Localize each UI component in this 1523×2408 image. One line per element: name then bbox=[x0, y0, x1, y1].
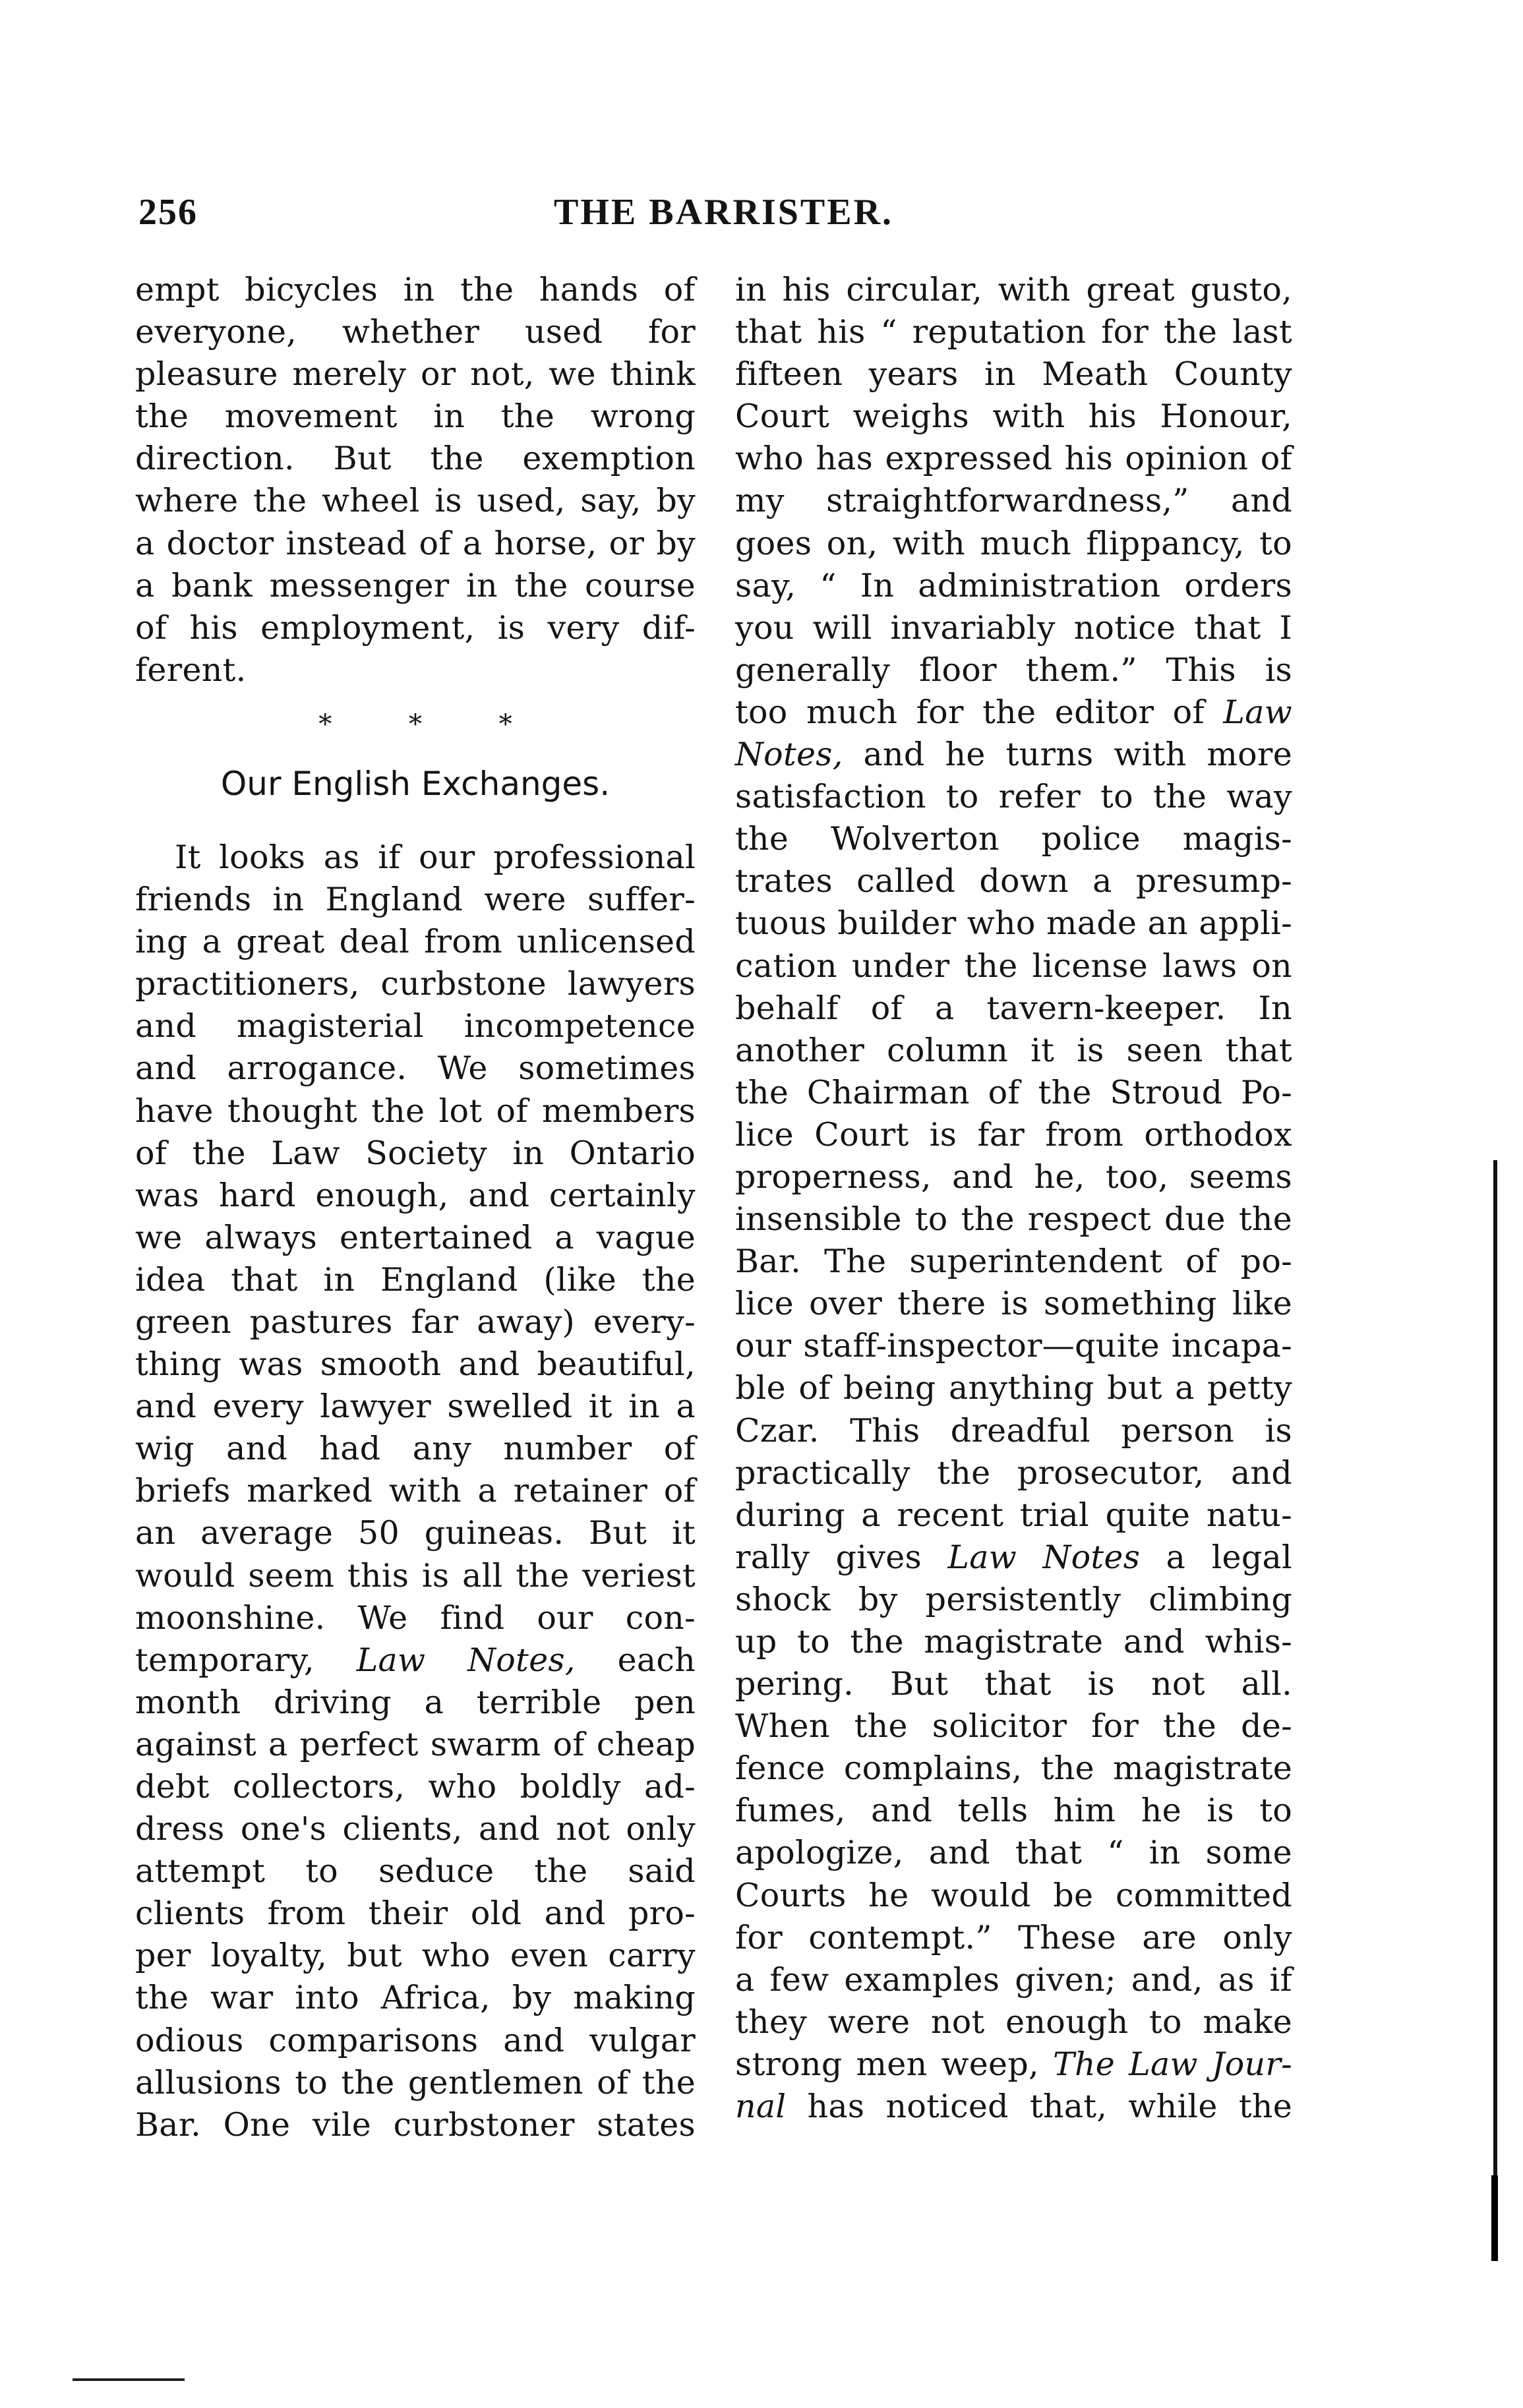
text-line: When the solicitor for the de- bbox=[735, 1707, 1292, 1746]
text-line: apologize, and that “ in some bbox=[735, 1834, 1292, 1872]
text-line: briefs marked with a retainer of bbox=[135, 1472, 696, 1510]
text-run: has noticed that, while the bbox=[786, 2088, 1292, 2126]
text-run: and he turns with more bbox=[843, 736, 1292, 774]
text-line: lice Court is far from orthodox bbox=[735, 1115, 1292, 1154]
text-line: Court weighs with his Honour, bbox=[735, 397, 1292, 436]
text-line: and arrogance. We sometimes bbox=[135, 1049, 696, 1088]
text-line: say, “ In administration orders bbox=[735, 566, 1292, 604]
text-line: trates called down a presump- bbox=[735, 862, 1292, 900]
text-line: everyone, whether used for bbox=[135, 313, 696, 351]
text-line: would seem this is all the veriest bbox=[135, 1556, 696, 1595]
text-line: a bank messenger in the course bbox=[135, 566, 696, 604]
text-line: shock by persistently climbing bbox=[735, 1580, 1292, 1618]
text-line: ing a great deal from unlicensed bbox=[135, 923, 696, 961]
text-line-mixed bbox=[735, 734, 1292, 776]
right-column bbox=[735, 269, 1292, 2128]
text-line: in his circular, with great gusto, bbox=[735, 271, 1292, 308]
text-line: you will invariably notice that I bbox=[735, 608, 1292, 647]
page-header bbox=[138, 191, 1299, 250]
text-line: cation under the license laws on bbox=[735, 947, 1292, 985]
text-line: a doctor instead of a horse, or by bbox=[135, 524, 696, 562]
text-line-mixed bbox=[735, 1537, 1292, 1579]
text-line: pering. But that is not all. bbox=[735, 1665, 1292, 1703]
text-line: Czar. This dreadful person is bbox=[735, 1411, 1292, 1450]
text-line: behalf of a tavern-keeper. In bbox=[735, 989, 1292, 1027]
italic-title: Law Notes bbox=[947, 1538, 1141, 1576]
text-line-mixed bbox=[735, 2043, 1292, 2086]
text-line: fence complains, the magistrate bbox=[735, 1749, 1292, 1788]
text-line: have thought the lot of members bbox=[135, 1092, 696, 1130]
text-line: debt collectors, who boldly ad- bbox=[135, 1768, 696, 1806]
text-line: idea that in England (like the bbox=[135, 1260, 696, 1299]
italic-title: Notes, bbox=[735, 736, 843, 774]
text-line: of the Law Society in Ontario bbox=[135, 1134, 696, 1172]
text-line: the Chairman of the Stroud Po- bbox=[735, 1073, 1292, 1111]
text-line: clients from their old and pro- bbox=[135, 1894, 696, 1933]
section-ornament: * * * bbox=[318, 709, 547, 740]
text-line: another column it is seen that bbox=[735, 1031, 1292, 1069]
text-line: Bar. The superintendent of po- bbox=[735, 1243, 1292, 1281]
text-line: against a perfect swarm of cheap bbox=[135, 1725, 696, 1763]
text-line: the Wolverton police magis- bbox=[735, 820, 1292, 858]
text-line: moonshine. We find our con- bbox=[135, 1599, 696, 1637]
text-line: satisfaction to refer to the way bbox=[735, 778, 1292, 816]
text-run: a legal bbox=[1140, 1538, 1292, 1576]
text-line: friends in England were suffer- bbox=[135, 881, 696, 919]
scan-edge-mark bbox=[1493, 1160, 1497, 2228]
text-line: we always entertained a vague bbox=[135, 1218, 696, 1256]
text-line: generally floor them.” This is bbox=[735, 651, 1292, 689]
text-line: pleasure merely or not, we think bbox=[135, 355, 696, 394]
text-line: they were not enough to make bbox=[735, 2003, 1292, 2041]
text-line: thing was smooth and beautiful, bbox=[135, 1345, 696, 1384]
text-line: empt bicycles in the hands of bbox=[135, 271, 696, 308]
italic-title: Law Notes, bbox=[356, 1641, 576, 1679]
text-line: fumes, and tells him he is to bbox=[735, 1792, 1292, 1830]
text-line: wig and had any number of bbox=[135, 1430, 696, 1468]
text-line: an average 50 guineas. But it bbox=[135, 1514, 696, 1552]
scan-edge-mark bbox=[1491, 2175, 1498, 2261]
text-line: my straightforwardness,” and bbox=[735, 482, 1292, 520]
footer-rule bbox=[73, 2378, 185, 2381]
left-column bbox=[135, 269, 696, 2146]
text-line: fifteen years in Meath County bbox=[735, 355, 1292, 394]
text-line: ble of being anything but a petty bbox=[735, 1369, 1292, 1407]
text-line: where the wheel is used, say, by bbox=[135, 482, 696, 520]
text-line: dress one's clients, and not only bbox=[135, 1810, 696, 1848]
text-line: up to the magistrate and whis- bbox=[735, 1623, 1292, 1660]
text-line: month driving a terrible pen bbox=[135, 1683, 696, 1721]
text-line: the war into Africa, by making bbox=[135, 1979, 696, 2017]
text-run: strong men weep, bbox=[735, 2045, 1053, 2083]
text-line-mixed bbox=[735, 2086, 1292, 2128]
text-line: our staff-inspector—quite incapa- bbox=[735, 1327, 1292, 1365]
text-line: properness, and he, too, seems bbox=[735, 1158, 1292, 1196]
text-line: goes on, with much flippancy, to bbox=[735, 524, 1292, 562]
text-line-mixed bbox=[735, 691, 1292, 734]
text-line: practically the prosecutor, and bbox=[735, 1454, 1292, 1492]
text-line: a few examples given; and, as if bbox=[735, 1960, 1292, 1999]
section-heading: Our English Exchanges. bbox=[220, 764, 611, 803]
text-line: green pastures far away) every- bbox=[135, 1303, 696, 1341]
text-line: practitioners, curbstone lawyers bbox=[135, 965, 696, 1003]
text-run: too much for the editor of bbox=[735, 693, 1224, 731]
text-line-mixed bbox=[135, 1639, 696, 1682]
text-line: was hard enough, and certainly bbox=[135, 1176, 696, 1214]
text-run: each bbox=[575, 1641, 696, 1679]
text-line: of his employment, is very dif- bbox=[135, 608, 696, 647]
text-line: that his “ reputation for the last bbox=[735, 313, 1292, 351]
text-line: who has expressed his opinion of bbox=[735, 440, 1292, 478]
text-run: rally gives bbox=[735, 1538, 948, 1576]
text-line: insensible to the respect due the bbox=[735, 1200, 1292, 1239]
text-line: attempt to seduce the said bbox=[135, 1852, 696, 1891]
text-line: Courts he would be committed bbox=[735, 1876, 1292, 1914]
text-line: and every lawyer swelled it in a bbox=[135, 1388, 696, 1426]
text-line: It looks as if our professional bbox=[175, 838, 696, 876]
text-line: tuous builder who made an appli- bbox=[735, 904, 1292, 943]
text-line: lice over there is something like bbox=[735, 1285, 1292, 1323]
italic-title: nal bbox=[735, 2088, 787, 2126]
text-line: odious comparisons and vulgar bbox=[135, 2021, 696, 2059]
text-line: per loyalty, but who even carry bbox=[135, 1937, 696, 1975]
text-line: direction. But the exemption bbox=[135, 440, 696, 478]
text-line: the movement in the wrong bbox=[135, 397, 696, 436]
text-run: temporary, bbox=[135, 1641, 357, 1679]
text-line: for contempt.” These are only bbox=[735, 1918, 1292, 1956]
page-number: 256 bbox=[138, 192, 198, 233]
text-line: allusions to the gentlemen of the bbox=[135, 2063, 696, 2101]
text-line: ferent. bbox=[135, 651, 247, 689]
running-head: THE BARRISTER. bbox=[554, 192, 894, 233]
text-line: and magisterial incompetence bbox=[135, 1007, 696, 1045]
italic-title: Law bbox=[1223, 693, 1292, 731]
text-line: Bar. One vile curbstoner states bbox=[135, 2105, 696, 2144]
text-line: during a recent trial quite natu- bbox=[735, 1496, 1292, 1534]
italic-title: The Law Jour- bbox=[1052, 2045, 1292, 2083]
